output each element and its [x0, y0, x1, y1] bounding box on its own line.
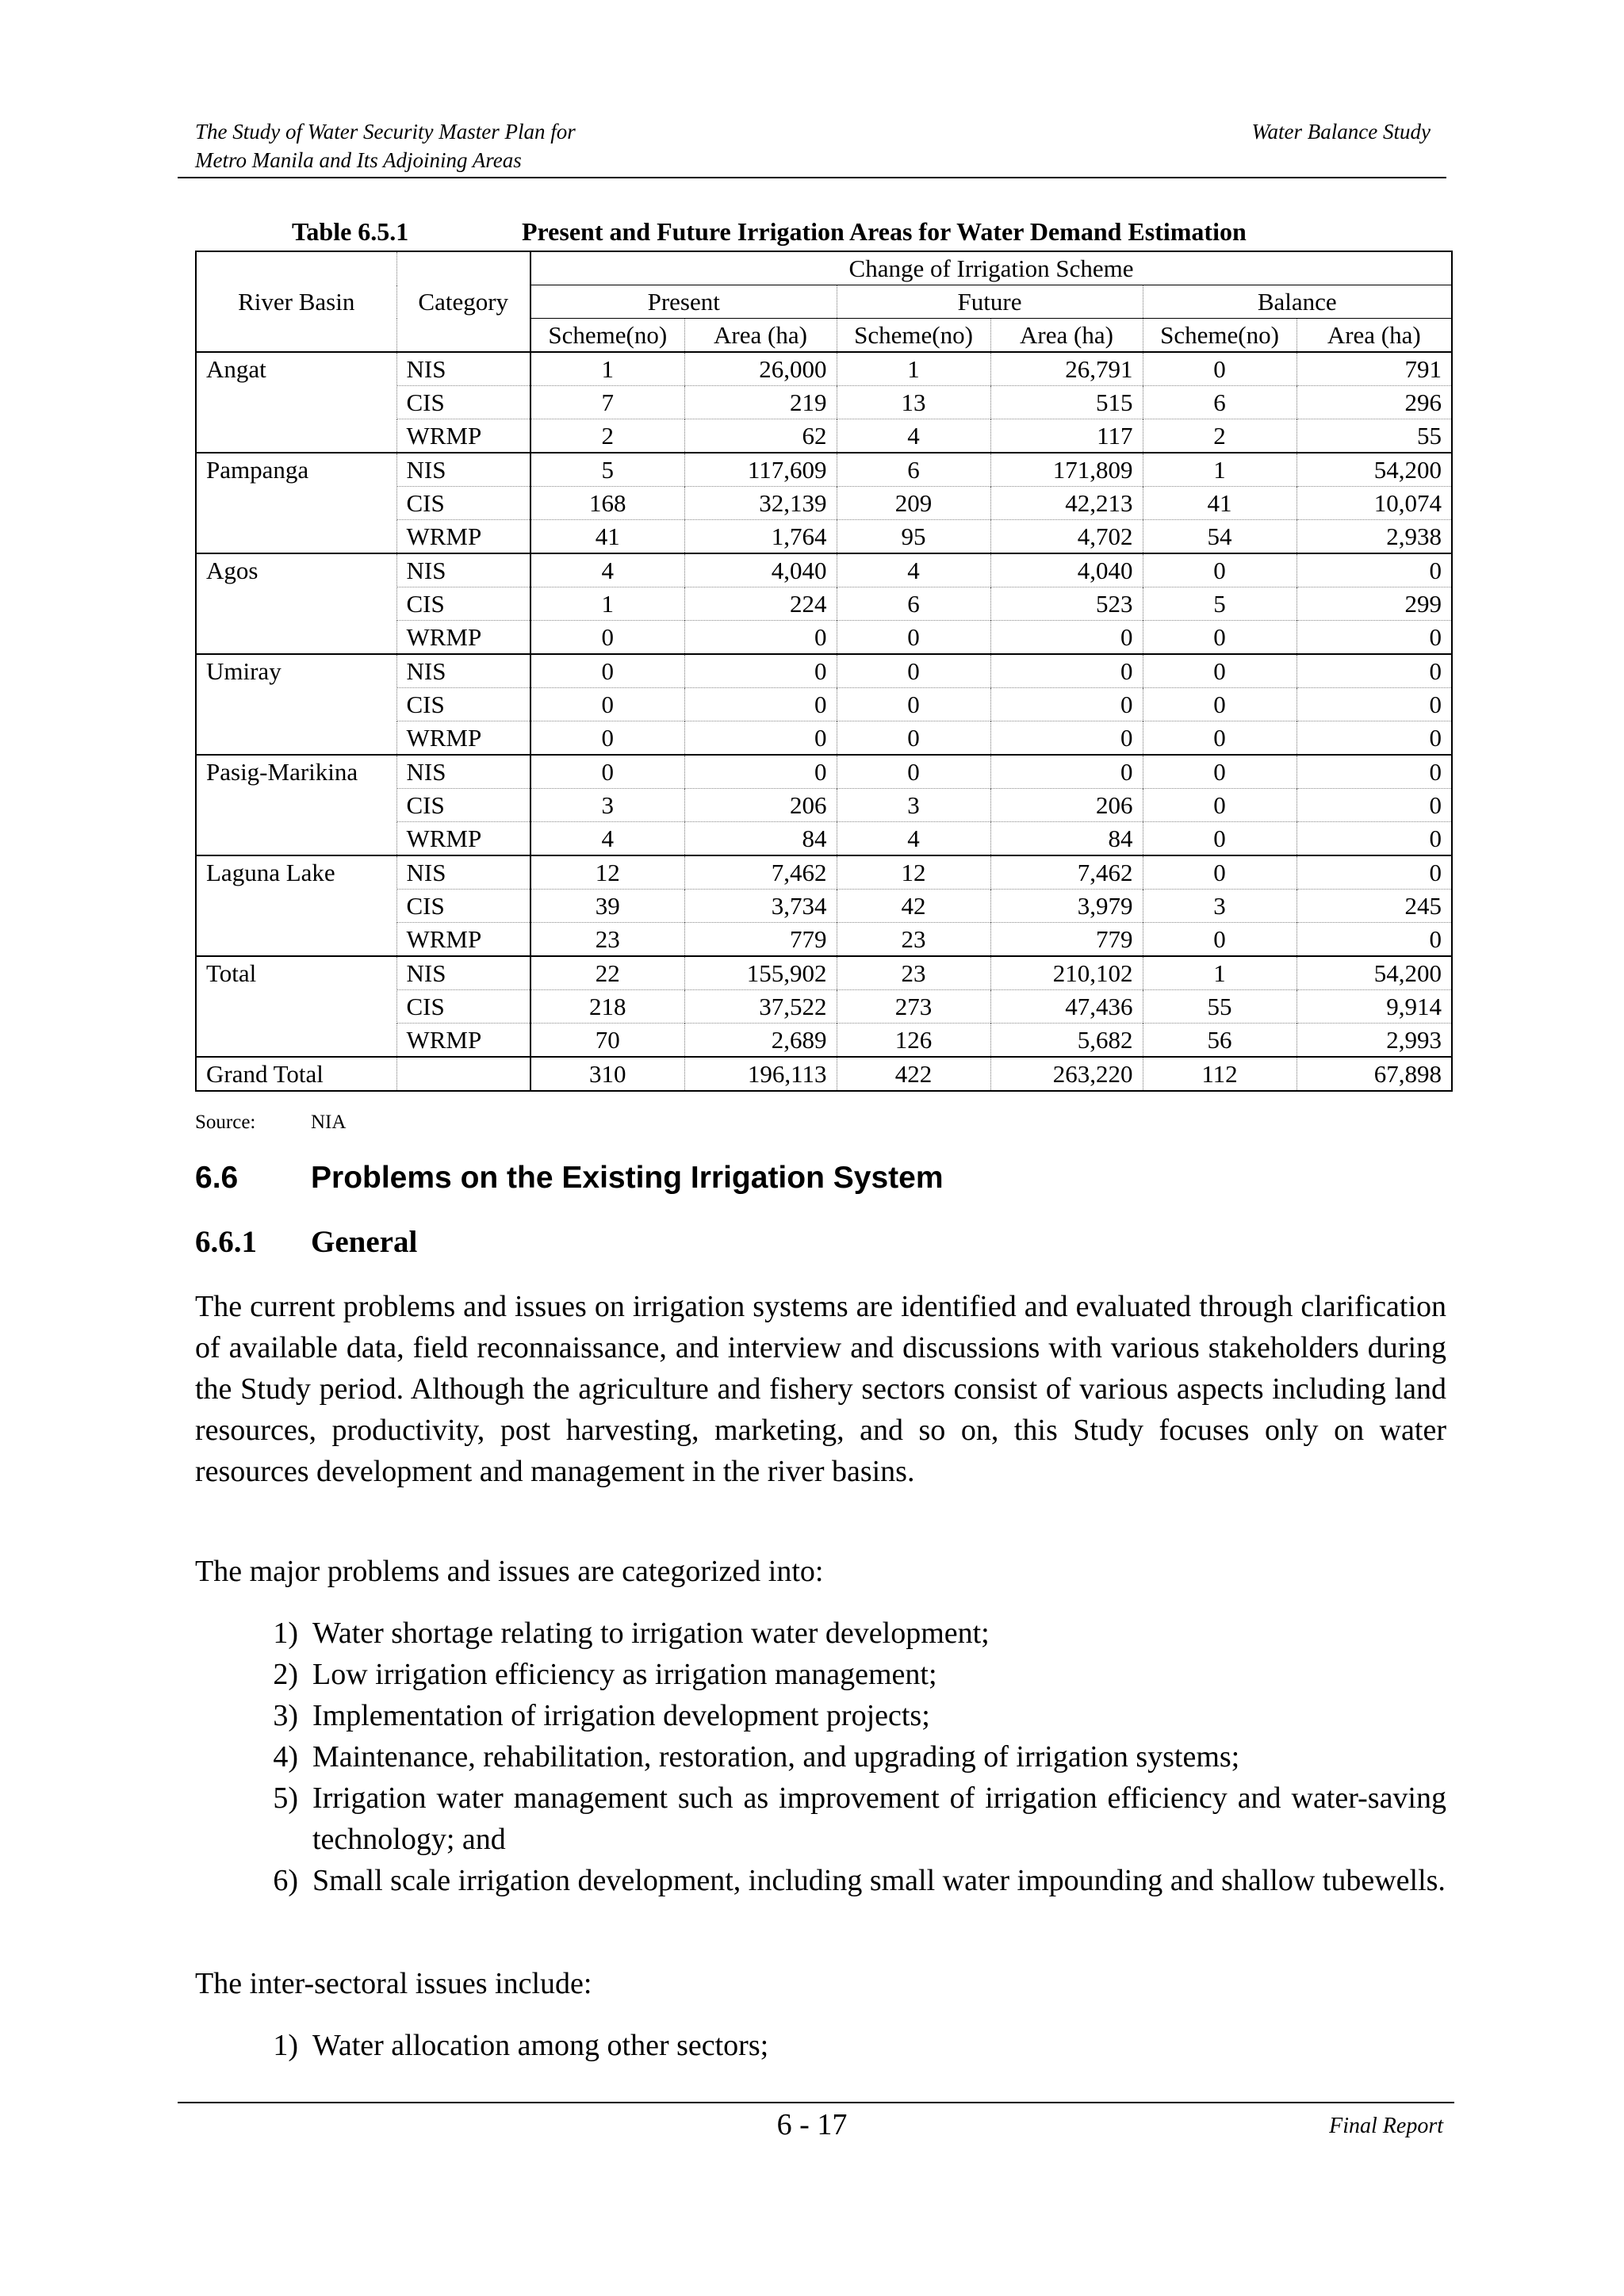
- cell-value: 0: [1297, 755, 1452, 789]
- cell-value: 13: [837, 386, 990, 419]
- cell-value: 0: [684, 621, 837, 655]
- cell-value: 26,791: [990, 352, 1143, 386]
- header-present-area: Area (ha): [684, 319, 837, 353]
- cell-value: 0: [1143, 654, 1297, 688]
- cell-value: 117: [990, 419, 1143, 453]
- cell-value: 126: [837, 1024, 990, 1058]
- table-number: Table 6.5.1: [292, 217, 409, 246]
- cell-value: 779: [990, 923, 1143, 957]
- cell-value: 84: [684, 822, 837, 856]
- cell-category: NIS: [396, 553, 530, 587]
- list-item: [195, 2025, 1446, 2066]
- cell-category: CIS: [396, 386, 530, 419]
- cell-value: 0: [1297, 822, 1452, 856]
- cell-value: 210,102: [990, 956, 1143, 990]
- cell-value: 1: [530, 352, 684, 386]
- header-change-of-irrigation-scheme: Change of Irrigation Scheme: [530, 251, 1452, 285]
- cell-value: 41: [530, 520, 684, 554]
- subsection-number: 6.6.1: [195, 1225, 257, 1259]
- cell-category: CIS: [396, 890, 530, 923]
- header-future-area: Area (ha): [990, 319, 1143, 353]
- cell-value: 2,993: [1297, 1024, 1452, 1058]
- cell-category: CIS: [396, 587, 530, 621]
- list-item-text: Maintenance, rehabilitation, restoration, and upgrading of irrigation systems;: [312, 1740, 1240, 1774]
- table-source: [195, 1110, 346, 1135]
- irrigation-areas-table: [195, 251, 1453, 1092]
- table-caption: [292, 216, 1247, 247]
- running-header-left: [195, 117, 576, 174]
- list-item-text: Irrigation water management such as improvement of irrigation efficiency and water-saving technology; and: [312, 1781, 1446, 1856]
- cell-value: 117,609: [684, 453, 837, 487]
- cell-value: 206: [684, 789, 837, 822]
- table-row: [196, 855, 1452, 890]
- cell-value: 0: [990, 621, 1143, 655]
- table-row: [196, 755, 1452, 789]
- cell-value: 55: [1297, 419, 1452, 453]
- cell-river-basin: Agos: [196, 553, 396, 654]
- cell-value: 56: [1143, 1024, 1297, 1058]
- cell-value: 273: [837, 990, 990, 1024]
- cell-value: 12: [530, 855, 684, 890]
- header-future: Future: [837, 285, 1143, 319]
- header-river-basin: River Basin: [196, 251, 396, 352]
- header-balance: Balance: [1143, 285, 1452, 319]
- cell-value: 22: [530, 956, 684, 990]
- cell-grand-total-value: 310: [530, 1057, 684, 1091]
- cell-value: 0: [1143, 755, 1297, 789]
- cell-value: 791: [1297, 352, 1452, 386]
- list-item-text: Small scale irrigation development, including small water impounding and shallow tubewells.: [312, 1864, 1446, 1897]
- header-divider: [178, 177, 1446, 178]
- list-item-number: 1): [273, 1617, 298, 1650]
- cell-category: WRMP: [396, 621, 530, 655]
- cell-value: 0: [1143, 721, 1297, 756]
- list-item-text: Water shortage relating to irrigation water development;: [312, 1617, 990, 1650]
- cell-value: 0: [530, 621, 684, 655]
- cell-value: 5: [1143, 587, 1297, 621]
- cell-value: 206: [990, 789, 1143, 822]
- cell-value: 4: [837, 822, 990, 856]
- cell-value: 171,809: [990, 453, 1143, 487]
- problems-list: [195, 1613, 1446, 1901]
- cell-value: 39: [530, 890, 684, 923]
- cell-value: 0: [530, 688, 684, 721]
- list-item-number: 1): [273, 2029, 298, 2062]
- section-title: Problems on the Existing Irrigation System: [311, 1161, 944, 1195]
- cell-value: 4: [837, 419, 990, 453]
- cell-value: 4: [530, 822, 684, 856]
- cell-value: 41: [1143, 487, 1297, 520]
- source-value: NIA: [311, 1112, 347, 1133]
- cell-value: 54,200: [1297, 453, 1452, 487]
- cell-value: 0: [837, 721, 990, 756]
- cell-value: 219: [684, 386, 837, 419]
- cell-value: 218: [530, 990, 684, 1024]
- cell-category: NIS: [396, 755, 530, 789]
- cell-grand-total-value: 263,220: [990, 1057, 1143, 1091]
- header-title-line2: Metro Manila and Its Adjoining Areas: [195, 148, 522, 172]
- cell-value: 0: [990, 688, 1143, 721]
- cell-value: 296: [1297, 386, 1452, 419]
- cell-value: 0: [1297, 721, 1452, 756]
- cell-value: 37,522: [684, 990, 837, 1024]
- cell-value: 26,000: [684, 352, 837, 386]
- list-item-number: 2): [273, 1658, 298, 1691]
- list-item: [195, 1654, 1446, 1695]
- cell-category: WRMP: [396, 419, 530, 453]
- list-item-text: Implementation of irrigation development projects;: [312, 1699, 930, 1732]
- cell-value: 7: [530, 386, 684, 419]
- cell-category-empty: [396, 1057, 530, 1091]
- cell-value: 0: [837, 654, 990, 688]
- cell-value: 3: [837, 789, 990, 822]
- cell-value: 1: [837, 352, 990, 386]
- cell-value: 6: [837, 587, 990, 621]
- cell-value: 0: [837, 688, 990, 721]
- cell-grand-total-value: 422: [837, 1057, 990, 1091]
- cell-value: 2: [530, 419, 684, 453]
- cell-value: 0: [684, 755, 837, 789]
- body-paragraph-2: The major problems and issues are categorized into:: [195, 1555, 824, 1588]
- cell-value: 0: [1143, 855, 1297, 890]
- cell-value: 23: [837, 923, 990, 957]
- header-future-scheme: Scheme(no): [837, 319, 990, 353]
- cell-value: 6: [1143, 386, 1297, 419]
- cell-value: 155,902: [684, 956, 837, 990]
- cell-value: 0: [1297, 688, 1452, 721]
- cell-value: 54,200: [1297, 956, 1452, 990]
- cell-category: NIS: [396, 654, 530, 688]
- cell-grand-total-value: 67,898: [1297, 1057, 1452, 1091]
- cell-value: 9,914: [1297, 990, 1452, 1024]
- table-row: [196, 352, 1452, 386]
- cell-value: 6: [837, 453, 990, 487]
- cell-category: WRMP: [396, 923, 530, 957]
- cell-value: 2,938: [1297, 520, 1452, 554]
- section-heading: [195, 1159, 944, 1197]
- table-row: [196, 553, 1452, 587]
- cell-value: 245: [1297, 890, 1452, 923]
- list-item: [195, 1860, 1446, 1901]
- cell-value: 5: [530, 453, 684, 487]
- list-item-number: 6): [273, 1864, 298, 1897]
- cell-river-basin: Pasig-Marikina: [196, 755, 396, 855]
- cell-value: 42: [837, 890, 990, 923]
- cell-value: 4: [530, 553, 684, 587]
- cell-value: 95: [837, 520, 990, 554]
- body-paragraph-1: The current problems and issues on irrigation systems are identified and evaluated through clarification of available data, field reconnaissance, and interview and discussions with various stakeholders during the Study period. Although the agriculture and fishery sectors consist of various aspects including land resources, productivity, post harvesting, marketing, and so on, this Study focuses only on water resources development and management in the river basins.: [195, 1290, 1446, 1488]
- cell-value: 523: [990, 587, 1143, 621]
- cell-value: 0: [1297, 553, 1452, 587]
- cell-value: 3: [1143, 890, 1297, 923]
- footer-divider: [178, 2102, 1454, 2103]
- cell-value: 4,040: [684, 553, 837, 587]
- list-item: [195, 1736, 1446, 1777]
- cell-value: 0: [990, 755, 1143, 789]
- section-number: 6.6: [195, 1161, 239, 1195]
- cell-value: 0: [1143, 822, 1297, 856]
- cell-value: 5,682: [990, 1024, 1143, 1058]
- cell-category: CIS: [396, 990, 530, 1024]
- list-item-text: Low irrigation efficiency as irrigation management;: [312, 1658, 937, 1691]
- cell-value: 7,462: [990, 855, 1143, 890]
- cell-value: 0: [1143, 923, 1297, 957]
- list-item-text: Water allocation among other sectors;: [312, 2029, 769, 2062]
- header-present-scheme: Scheme(no): [530, 319, 684, 353]
- cell-value: 0: [684, 654, 837, 688]
- cell-value: 32,139: [684, 487, 837, 520]
- running-footer-right: Final Report: [1329, 2114, 1443, 2138]
- cell-value: 515: [990, 386, 1143, 419]
- cell-value: 12: [837, 855, 990, 890]
- cell-value: 299: [1297, 587, 1452, 621]
- cell-value: 0: [1297, 789, 1452, 822]
- header-balance-scheme: Scheme(no): [1143, 319, 1297, 353]
- table-title: Present and Future Irrigation Areas for Water Demand Estimation: [522, 217, 1247, 246]
- cell-value: 1,764: [684, 520, 837, 554]
- header-balance-area: Area (ha): [1297, 319, 1452, 353]
- list-item: [195, 1695, 1446, 1736]
- cell-value: 10,074: [1297, 487, 1452, 520]
- cell-value: 1: [1143, 453, 1297, 487]
- cell-value: 209: [837, 487, 990, 520]
- cell-value: 4: [837, 553, 990, 587]
- cell-category: CIS: [396, 487, 530, 520]
- cell-value: 0: [684, 721, 837, 756]
- list-item-number: 5): [273, 1781, 298, 1815]
- cell-value: 224: [684, 587, 837, 621]
- cell-value: 0: [837, 755, 990, 789]
- cell-value: 0: [530, 654, 684, 688]
- list-item-number: 4): [273, 1740, 298, 1774]
- cell-value: 1: [1143, 956, 1297, 990]
- cell-category: NIS: [396, 453, 530, 487]
- cell-value: 3,734: [684, 890, 837, 923]
- cell-value: 23: [530, 923, 684, 957]
- cell-value: 47,436: [990, 990, 1143, 1024]
- cell-value: 62: [684, 419, 837, 453]
- body-paragraph-3: The inter-sectoral issues include:: [195, 1967, 592, 2000]
- cell-value: 0: [530, 721, 684, 756]
- cell-value: 0: [990, 721, 1143, 756]
- cell-value: 0: [1143, 688, 1297, 721]
- cell-value: 23: [837, 956, 990, 990]
- list-item: [195, 1613, 1446, 1654]
- cell-category: NIS: [396, 956, 530, 990]
- cell-value: 0: [1297, 923, 1452, 957]
- cell-value: 2: [1143, 419, 1297, 453]
- cell-value: 42,213: [990, 487, 1143, 520]
- cell-value: 3,979: [990, 890, 1143, 923]
- cell-category: WRMP: [396, 520, 530, 554]
- cell-category: CIS: [396, 688, 530, 721]
- grand-total-row: [196, 1057, 1452, 1091]
- cell-value: 7,462: [684, 855, 837, 890]
- cell-value: 2,689: [684, 1024, 837, 1058]
- cell-category: NIS: [396, 352, 530, 386]
- table-row: [196, 453, 1452, 487]
- subsection-heading: [195, 1223, 417, 1261]
- page-number: 6 - 17: [776, 2108, 848, 2141]
- cell-grand-total-value: 112: [1143, 1057, 1297, 1091]
- list-item: [195, 1777, 1446, 1860]
- cell-value: 0: [1143, 621, 1297, 655]
- cell-category: WRMP: [396, 721, 530, 756]
- source-label: Source:: [195, 1112, 256, 1133]
- cell-value: 168: [530, 487, 684, 520]
- cell-value: 4,702: [990, 520, 1143, 554]
- cell-value: 84: [990, 822, 1143, 856]
- cell-river-basin: Umiray: [196, 654, 396, 755]
- cell-grand-total-label: Grand Total: [196, 1057, 396, 1091]
- cell-value: 0: [990, 654, 1143, 688]
- header-category: Category: [396, 251, 530, 352]
- cell-value: 0: [1297, 654, 1452, 688]
- cell-value: 3: [530, 789, 684, 822]
- cell-value: 0: [837, 621, 990, 655]
- table-row: [196, 956, 1452, 990]
- header-present: Present: [530, 285, 837, 319]
- cell-value: 55: [1143, 990, 1297, 1024]
- cell-value: 0: [1143, 789, 1297, 822]
- cell-grand-total-value: 196,113: [684, 1057, 837, 1091]
- cell-river-basin: Laguna Lake: [196, 855, 396, 956]
- cell-category: CIS: [396, 789, 530, 822]
- cell-river-basin: Angat: [196, 352, 396, 453]
- cell-value: 4,040: [990, 553, 1143, 587]
- cell-value: 1: [530, 587, 684, 621]
- table-row: [196, 654, 1452, 688]
- header-title-line1: The Study of Water Security Master Plan for: [195, 120, 576, 144]
- cell-value: 0: [530, 755, 684, 789]
- cell-river-basin: Pampanga: [196, 453, 396, 553]
- running-header-right: Water Balance Study: [1251, 120, 1431, 144]
- cell-value: 0: [1143, 352, 1297, 386]
- subsection-title: General: [311, 1225, 418, 1259]
- cell-value: 54: [1143, 520, 1297, 554]
- cell-value: 779: [684, 923, 837, 957]
- inter-sectoral-issues-list: [195, 2025, 1446, 2066]
- cell-value: 0: [684, 688, 837, 721]
- cell-value: 70: [530, 1024, 684, 1058]
- cell-value: 0: [1143, 553, 1297, 587]
- cell-category: NIS: [396, 855, 530, 890]
- cell-category: WRMP: [396, 1024, 530, 1058]
- cell-value: 0: [1297, 855, 1452, 890]
- list-item-number: 3): [273, 1699, 298, 1732]
- cell-value: 0: [1297, 621, 1452, 655]
- cell-river-basin: Total: [196, 956, 396, 1057]
- cell-category: WRMP: [396, 822, 530, 856]
